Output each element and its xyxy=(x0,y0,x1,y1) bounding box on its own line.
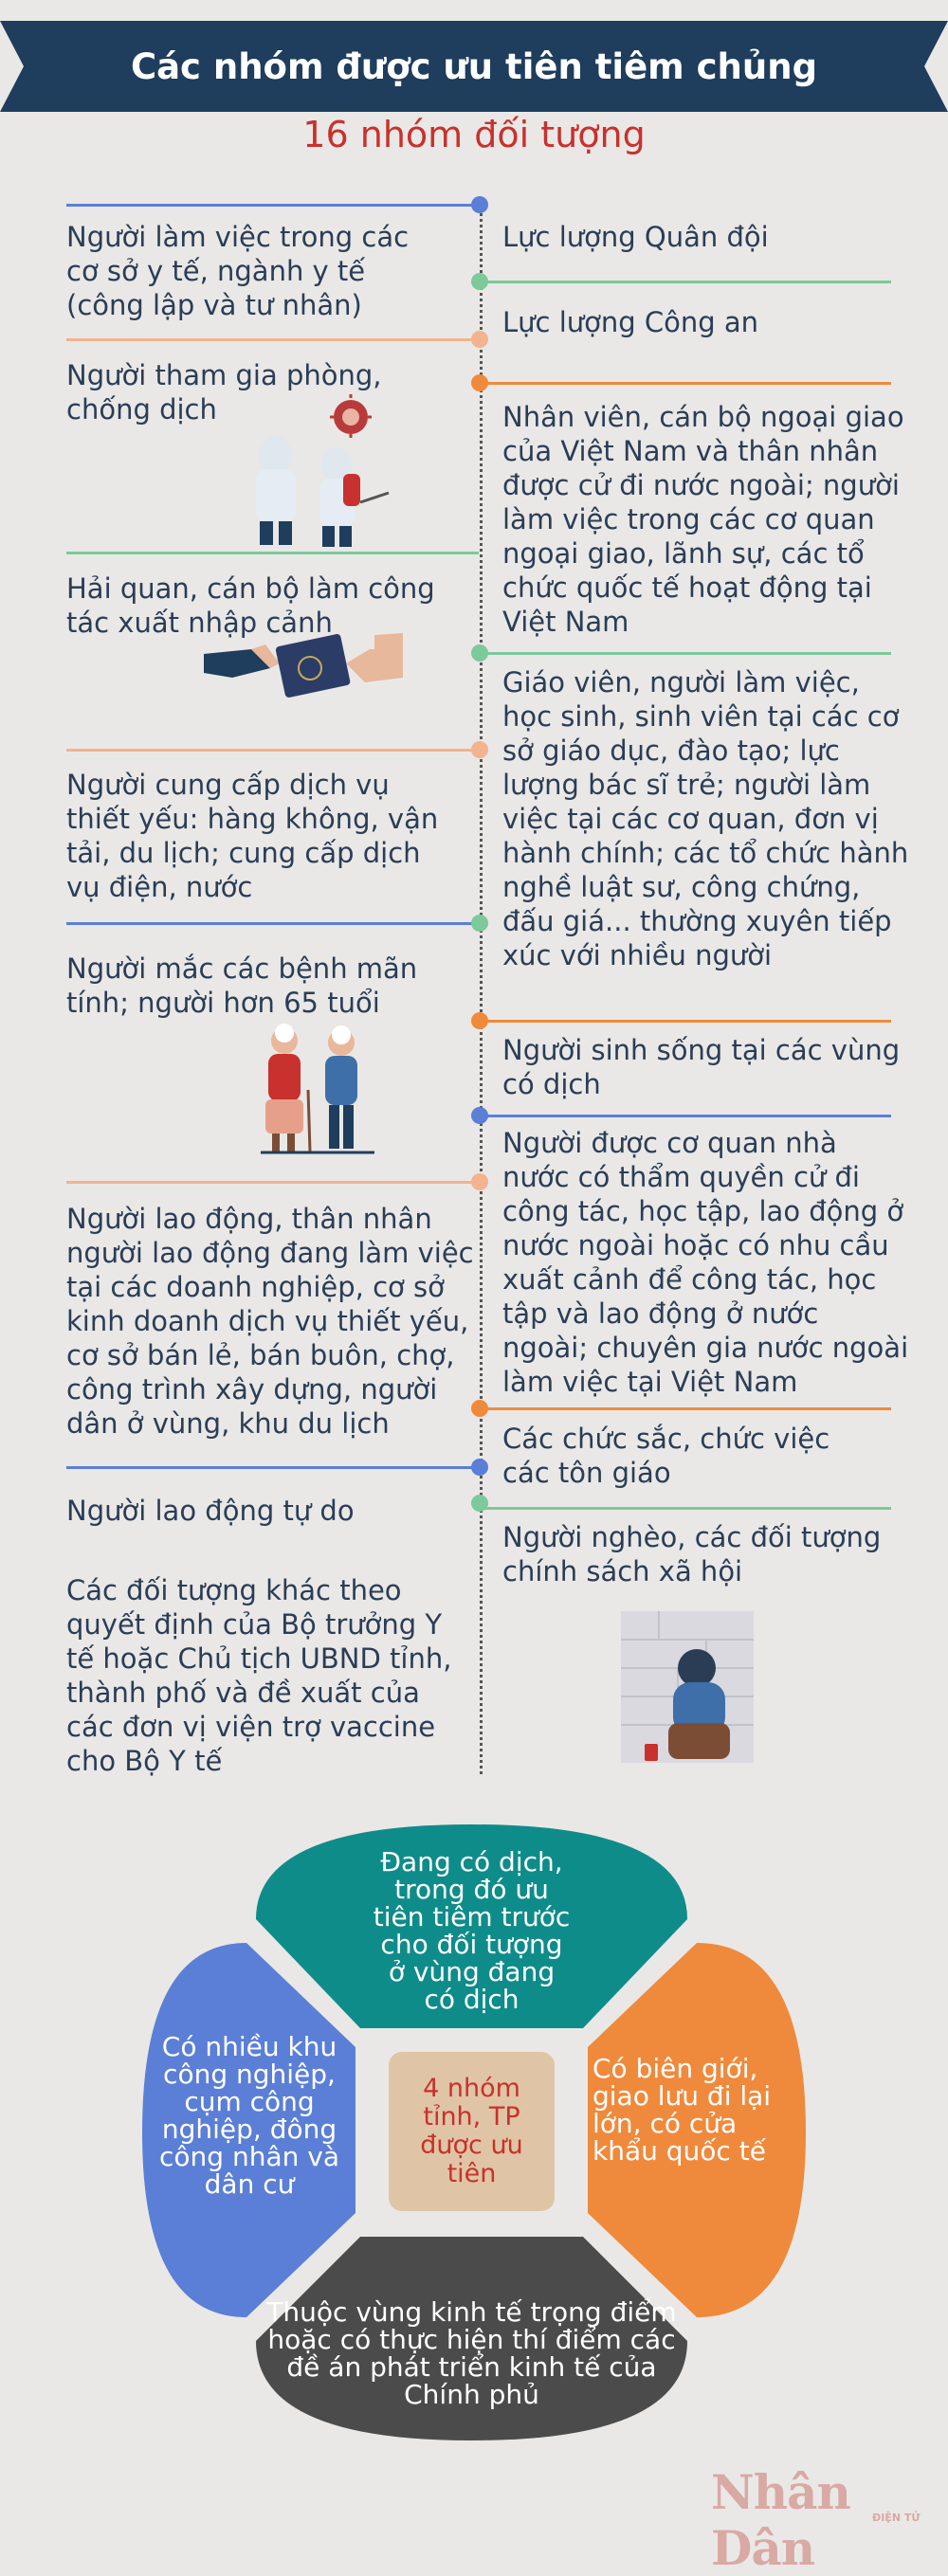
right-item-5: Người sinh sống tại các vùng có dịch xyxy=(502,1034,901,1100)
left-item-8: Các đối tượng khác theo quyết định của Bộ trưởng Y tế hoặc Chủ tịch UBND tỉnh, thành phố và đề xuất của các đơn vị viện trợ vaccine cho Bộ Y tế xyxy=(66,1574,452,1777)
left-item-2: Người tham gia phòng, chống dịch xyxy=(66,359,382,426)
province-groups-center: 4 nhóm tỉnh, TP được ưu tiên xyxy=(389,2052,555,2211)
province-group-bottom: Thuộc vùng kinh tế trọng điểm hoặc có thực hiện thí điểm các đề án phát triển kinh tế của Chính phủ xyxy=(266,2296,677,2410)
left-item-5: Người mắc các bệnh mãn tính; người hơn 65 tuổi xyxy=(66,952,418,1019)
province-group-left: Có nhiều khu công nghiệp, cụm công nghiệp, đông công nhân và dân cư xyxy=(159,2031,339,2200)
page-subtitle: 16 nhóm đối tượng xyxy=(302,114,646,155)
right-item-4: Giáo viên, người làm việc, học sinh, sinh viên tại các cơ sở giáo dục, đào tạo; lực lượng bác sĩ trẻ; người làm việc tại các cơ quan, đơn vị hành chính; các tổ chức hành nghề luật sư, công chứng, đấu giá... thường xuyên tiếp xúc với nhiều người xyxy=(502,666,909,971)
left-item-1: Người làm việc trong các cơ sở y tế, ngành y tế (công lập và tư nhân) xyxy=(66,221,410,321)
nhandan-logo[interactable] xyxy=(711,2464,939,2576)
left-item-6: Người lao động, thân nhân người lao động đang làm việc tại các doanh nghiệp, cơ sở kinh doanh dịch vụ thiết yếu, cơ sở bán lẻ, bán buôn, chợ, công trình xây dựng, người dân ở vùng, khu du lịch xyxy=(66,1203,474,1440)
right-item-2: Lực lượng Công an xyxy=(502,306,759,338)
left-item-4: Người cung cấp dịch vụ thiết yếu: hàng không, vận tải, du lịch; cung cấp dịch vụ điện, nước xyxy=(66,769,439,903)
right-item-8: Người nghèo, các đối tượng chính sách xã hội xyxy=(502,1521,882,1587)
page-title: Các nhóm được ưu tiên tiêm chủng xyxy=(130,45,818,87)
right-item-6: Người được cơ quan nhà nước có thẩm quyền cử đi công tác, học tập, lao động ở nước ngoài hoặc có nhu cầu xuất cảnh để công tác, học tập và lao động ở nước ngoài; chuyên gia nước ngoài làm việc tại Việt Nam xyxy=(502,1127,909,1398)
left-item-3: Hải quan, cán bộ làm công tác xuất nhập cảnh xyxy=(66,572,435,639)
right-item-3: Nhân viên, cán bộ ngoại giao của Việt Nam và thân nhân được cử đi nước ngoài; người làm việc trong các cơ quan ngoại giao, lãnh sự, các tổ chức quốc tế hoạt động tại Việt Nam xyxy=(502,401,904,638)
province-group-top: Đang có dịch, trong đó ưu tiên tiêm trước cho đối tượng ở vùng đang có dịch xyxy=(373,1846,571,2015)
logo-text: Nhân Dân xyxy=(711,2464,850,2576)
right-item-7: Các chức sắc, chức việc các tôn giáo xyxy=(502,1423,830,1489)
logo-subtext: ĐIỆN TỬ xyxy=(872,2512,921,2524)
province-group-right: Có biên giới, giao lưu đi lại lớn, có cửa khẩu quốc tế xyxy=(592,2053,772,2167)
left-item-7: Người lao động tự do xyxy=(66,1495,355,1527)
right-item-1: Lực lượng Quân đội xyxy=(502,221,769,253)
